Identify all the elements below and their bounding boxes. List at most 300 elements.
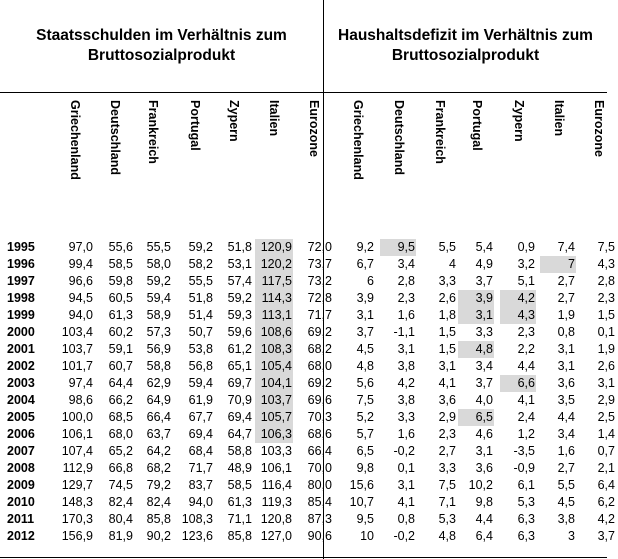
deficit-cell: 4,8	[438, 529, 456, 543]
deficit-cell: 10,7	[349, 495, 374, 509]
deficit-cell: 0,7	[597, 444, 615, 458]
deficit-cell: 5,2	[356, 410, 374, 424]
deficit-cell: -1,1	[393, 325, 415, 339]
debt-cell: 90,6	[307, 529, 332, 543]
deficit-cell: 3,7	[356, 325, 374, 339]
deficit-cell: 3,1	[458, 307, 494, 324]
debt-cell: 85,4	[307, 495, 332, 509]
debt-cell: 59,4	[146, 291, 171, 305]
debt-cell: 74,5	[108, 478, 133, 492]
deficit-cell: 3,1	[597, 376, 615, 390]
debt-cell: 103,7	[255, 392, 293, 409]
debt-cell: 58,9	[146, 308, 171, 322]
deficit-cell: 5,4	[475, 240, 493, 254]
deficit-title	[324, 0, 607, 92]
deficit-cell: 4,5	[356, 342, 374, 356]
debt-cell: 94,0	[188, 495, 213, 509]
debt-cell: 123,6	[181, 529, 213, 543]
debt-cell: 71,7	[188, 461, 213, 475]
debt-cell: 107,4	[61, 444, 93, 458]
debt-cell: 50,7	[188, 325, 213, 339]
deficit-cell: 2,6	[597, 359, 615, 373]
table-row	[0, 307, 615, 324]
deficit-cell: 2,6	[438, 291, 456, 305]
year-cell: 2000	[7, 325, 35, 339]
deficit-cell: 4,8	[356, 359, 374, 373]
debt-cell: 117,5	[255, 273, 293, 290]
year-cell: 1995	[7, 240, 35, 254]
deficit-cell: 9,5	[356, 512, 374, 526]
deficit-header-label: Frankreich	[433, 100, 447, 164]
debt-cell: 108,3	[255, 341, 293, 358]
deficit-cell: 1,2	[517, 427, 535, 441]
deficit-header-zypern	[500, 94, 538, 198]
debt-cell: 69,4	[188, 427, 213, 441]
deficit-cell: 6,5	[458, 409, 494, 426]
table-row	[0, 392, 615, 409]
deficit-cell: 7,5	[356, 393, 374, 407]
deficit-cell: 6,6	[500, 375, 536, 392]
deficit-cell: 3,4	[397, 257, 415, 271]
deficit-cell: 3,4	[475, 359, 493, 373]
deficit-cell: -0,9	[513, 461, 535, 475]
deficit-cell: 9,8	[356, 461, 374, 475]
table-row	[0, 324, 615, 341]
debt-cell: 61,3	[108, 308, 133, 322]
debt-cell: 68,0	[108, 427, 133, 441]
debt-cell: 82,4	[108, 495, 133, 509]
deficit-cell: 4,2	[597, 512, 615, 526]
table-row	[0, 443, 615, 460]
deficit-cell: 5,5	[438, 240, 456, 254]
debt-cell: 106,3	[255, 426, 293, 443]
debt-header-label: Italien	[267, 100, 281, 137]
deficit-header-label: Eurozone	[592, 100, 606, 157]
debt-cell: 59,8	[108, 274, 133, 288]
deficit-cell: 3,9	[356, 291, 374, 305]
debt-cell: 60,2	[108, 325, 133, 339]
deficit-cell: 3,9	[458, 290, 494, 307]
deficit-cell: 2,8	[397, 274, 415, 288]
deficit-cell: 5,7	[356, 427, 374, 441]
deficit-cell: 6,3	[517, 512, 535, 526]
deficit-cell: 0,9	[517, 240, 535, 254]
debt-cell: 58,5	[227, 478, 252, 492]
bottom-border	[0, 557, 607, 558]
debt-cell: 83,7	[188, 478, 213, 492]
debt-cell: 120,2	[255, 256, 293, 273]
deficit-cell: 3,5	[557, 393, 575, 407]
deficit-cell: 3,1	[475, 444, 493, 458]
deficit-cell: 2,5	[597, 410, 615, 424]
debt-cell: 66,4	[307, 444, 332, 458]
deficit-cell: 1,5	[438, 325, 456, 339]
deficit-cell: 5,3	[438, 512, 456, 526]
deficit-cell: 3,4	[557, 427, 575, 441]
deficit-title-line-2: Bruttosozialprodukt	[391, 47, 540, 64]
deficit-cell: 1,5	[597, 308, 615, 322]
deficit-header-portugal	[458, 94, 496, 198]
year-cell: 1997	[7, 274, 35, 288]
year-cell: 2003	[7, 376, 35, 390]
deficit-cell: -0,2	[393, 444, 415, 458]
debt-cell: 59,2	[227, 291, 252, 305]
debt-cell: 113,1	[255, 307, 293, 324]
deficit-cell: 7,4	[557, 240, 575, 254]
deficit-cell: 1,5	[438, 342, 456, 356]
table-row	[0, 528, 615, 545]
deficit-header-italien	[540, 94, 578, 198]
debt-cell: 70,9	[227, 393, 252, 407]
deficit-cell: 4	[449, 257, 456, 271]
debt-cell: 67,7	[188, 410, 213, 424]
debt-cell: 68,5	[108, 410, 133, 424]
debt-cell: 51,8	[227, 240, 252, 254]
deficit-cell: 5,6	[356, 376, 374, 390]
year-cell: 2006	[7, 427, 35, 441]
deficit-cell: 6,4	[597, 478, 615, 492]
debt-cell: 103,3	[260, 444, 292, 458]
deficit-cell: 3,7	[597, 529, 615, 543]
deficit-cell: -0,2	[393, 529, 415, 543]
debt-cell: 61,3	[227, 495, 252, 509]
table-row	[0, 426, 615, 443]
debt-cell: 66,8	[108, 461, 133, 475]
debt-cell: 103,4	[61, 325, 93, 339]
debt-cell: 65,2	[108, 444, 133, 458]
deficit-cell: 2,7	[557, 461, 575, 475]
deficit-cell: 0,8	[397, 512, 415, 526]
deficit-cell: 0,1	[597, 325, 615, 339]
table-row	[0, 358, 615, 375]
debt-cell: 80,4	[108, 512, 133, 526]
deficit-header-label: Griechenland	[351, 100, 365, 180]
debt-cell: 97,0	[68, 240, 93, 254]
debt-cell: 53,1	[227, 257, 252, 271]
deficit-cell: 7	[540, 256, 576, 273]
table-row	[0, 239, 615, 256]
deficit-cell: 7,5	[597, 240, 615, 254]
deficit-cell: 3,1	[397, 342, 415, 356]
deficit-cell: 1,8	[438, 308, 456, 322]
deficit-cell: -3,5	[513, 444, 535, 458]
deficit-cell: 4,3	[597, 257, 615, 271]
deficit-cell: 3,8	[397, 359, 415, 373]
deficit-cell: 1,4	[597, 427, 615, 441]
debt-cell: 64,9	[146, 393, 171, 407]
debt-cell: 68,2	[307, 342, 332, 356]
debt-cell: 79,2	[146, 478, 171, 492]
debt-cell: 105,4	[255, 358, 293, 375]
debt-cell: 58,8	[146, 359, 171, 373]
debt-cell: 57,4	[227, 274, 252, 288]
debt-cell: 64,2	[146, 444, 171, 458]
deficit-cell: 3,1	[356, 308, 374, 322]
debt-cell: 55,5	[188, 274, 213, 288]
deficit-cell: 4,5	[557, 495, 575, 509]
deficit-cell: 4,8	[458, 341, 494, 358]
debt-cell: 69,2	[307, 376, 332, 390]
deficit-cell: 2,3	[517, 325, 535, 339]
deficit-cell: 2,3	[397, 291, 415, 305]
debt-cell: 59,4	[188, 376, 213, 390]
debt-cell: 61,9	[188, 393, 213, 407]
table-row	[0, 273, 615, 290]
deficit-cell: 4,4	[517, 359, 535, 373]
deficit-cell: 3,3	[397, 410, 415, 424]
deficit-cell: 3,8	[557, 512, 575, 526]
year-cell: 1996	[7, 257, 35, 271]
debt-header-label: Eurozone	[307, 100, 321, 157]
table-row	[0, 511, 615, 528]
title-divider	[0, 92, 607, 93]
year-cell: 1999	[7, 308, 35, 322]
deficit-cell: 4,2	[397, 376, 415, 390]
table-row	[0, 290, 615, 307]
debt-header-label: Zypern	[227, 100, 241, 142]
deficit-cell: 6,1	[517, 478, 535, 492]
debt-cell: 114,3	[255, 290, 293, 307]
debt-cell: 68,0	[307, 359, 332, 373]
debt-cell: 81,9	[108, 529, 133, 543]
debt-cell: 85,8	[146, 512, 171, 526]
debt-cell: 62,9	[146, 376, 171, 390]
table-row	[0, 341, 615, 358]
deficit-cell: 2,9	[438, 410, 456, 424]
debt-cell: 69,2	[307, 325, 332, 339]
deficit-cell: 10	[360, 529, 374, 543]
debt-cell: 58,5	[108, 257, 133, 271]
debt-title-line-2: Bruttosozialprodukt	[87, 47, 236, 64]
deficit-header-eurozone	[580, 94, 618, 198]
deficit-cell: 5,3	[517, 495, 535, 509]
debt-cell: 170,3	[61, 512, 93, 526]
deficit-cell: 3,7	[475, 376, 493, 390]
deficit-cell: 5,1	[517, 274, 535, 288]
deficit-cell: 6,4	[475, 529, 493, 543]
debt-cell: 56,8	[188, 359, 213, 373]
deficit-cell: 3,7	[475, 274, 493, 288]
deficit-cell: 2,7	[557, 274, 575, 288]
year-cell: 1998	[7, 291, 35, 305]
debt-cell: 59,3	[227, 308, 252, 322]
deficit-cell: 2,3	[438, 427, 456, 441]
deficit-cell: 3,6	[557, 376, 575, 390]
debt-cell: 80,0	[307, 478, 332, 492]
deficit-cell: 9,5	[380, 239, 416, 256]
debt-cell: 71,1	[227, 512, 252, 526]
debt-cell: 108,6	[255, 324, 293, 341]
year-cell: 2010	[7, 495, 35, 509]
debt-cell: 108,3	[181, 512, 213, 526]
deficit-cell: 7,5	[438, 478, 456, 492]
debt-header-label: Frankreich	[146, 100, 160, 164]
debt-cell: 73,2	[307, 274, 332, 288]
year-cell: 2001	[7, 342, 35, 356]
debt-cell: 51,4	[188, 308, 213, 322]
debt-header-griechenland	[56, 94, 94, 198]
deficit-cell: 3,1	[397, 478, 415, 492]
table-row	[0, 477, 615, 494]
debt-cell: 69,6	[307, 393, 332, 407]
deficit-cell: 4,1	[438, 376, 456, 390]
debt-header-italien	[255, 94, 293, 198]
year-cell: 2004	[7, 393, 35, 407]
deficit-header-label: Zypern	[512, 100, 526, 142]
deficit-cell: 3	[568, 529, 575, 543]
debt-header-label: Portugal	[188, 100, 202, 151]
debt-header-deutschland	[96, 94, 134, 198]
deficit-cell: 1,6	[397, 308, 415, 322]
deficit-header-griechenland	[339, 94, 377, 198]
debt-header-frankreich	[134, 94, 172, 198]
deficit-cell: 9,8	[475, 495, 493, 509]
deficit-cell: 3,3	[438, 461, 456, 475]
deficit-cell: 3,1	[438, 359, 456, 373]
debt-cell: 51,8	[188, 291, 213, 305]
deficit-cell: 4,6	[475, 427, 493, 441]
deficit-cell: 2,1	[597, 461, 615, 475]
debt-cell: 120,9	[255, 239, 293, 256]
deficit-cell: 4,2	[500, 290, 536, 307]
deficit-cell: 10,2	[468, 478, 493, 492]
debt-header-label: Griechenland	[68, 100, 82, 180]
debt-cell: 72,8	[307, 291, 332, 305]
debt-cell: 97,4	[68, 376, 93, 390]
debt-cell: 71,7	[307, 308, 332, 322]
year-cell: 2002	[7, 359, 35, 373]
deficit-cell: 4,4	[475, 512, 493, 526]
debt-cell: 64,7	[227, 427, 252, 441]
deficit-cell: 2,7	[557, 291, 575, 305]
debt-cell: 65,1	[227, 359, 252, 373]
deficit-cell: 1,9	[557, 308, 575, 322]
debt-cell: 55,5	[146, 240, 171, 254]
debt-cell: 69,7	[227, 376, 252, 390]
deficit-cell: 4,3	[500, 307, 536, 324]
deficit-cell: 3,1	[557, 342, 575, 356]
deficit-cell: 3,3	[438, 274, 456, 288]
debt-cell: 59,1	[108, 342, 133, 356]
debt-cell: 87,3	[307, 512, 332, 526]
table-row	[0, 256, 615, 273]
deficit-cell: 6	[367, 274, 374, 288]
debt-cell: 58,0	[146, 257, 171, 271]
debt-header-eurozone	[295, 94, 333, 198]
debt-cell: 68,2	[146, 461, 171, 475]
deficit-cell: 4,0	[475, 393, 493, 407]
deficit-cell: 2,9	[597, 393, 615, 407]
deficit-header-label: Portugal	[470, 100, 484, 151]
year-cell: 2011	[7, 512, 35, 526]
debt-cell: 94,5	[68, 291, 93, 305]
deficit-cell: 3,6	[475, 461, 493, 475]
deficit-cell: 3,8	[397, 393, 415, 407]
debt-cell: 66,2	[108, 393, 133, 407]
year-cell: 2007	[7, 444, 35, 458]
debt-cell: 60,7	[108, 359, 133, 373]
table-row	[0, 375, 615, 392]
deficit-cell: 4,1	[397, 495, 415, 509]
deficit-cell: 2,3	[597, 291, 615, 305]
debt-cell: 104,1	[255, 375, 293, 392]
deficit-cell: 3,6	[438, 393, 456, 407]
debt-cell: 105,7	[255, 409, 293, 426]
year-cell: 2012	[7, 529, 35, 543]
debt-cell: 112,9	[62, 461, 93, 475]
debt-cell: 85,8	[227, 529, 252, 543]
deficit-cell: 6,3	[517, 529, 535, 543]
deficit-cell: 3,2	[517, 257, 535, 271]
debt-cell: 58,2	[188, 257, 213, 271]
debt-cell: 69,4	[227, 410, 252, 424]
debt-cell: 59,6	[227, 325, 252, 339]
deficit-cell: 0,8	[557, 325, 575, 339]
debt-cell: 106,1	[61, 427, 93, 441]
debt-cell: 57,3	[146, 325, 171, 339]
debt-cell: 68,4	[188, 444, 213, 458]
debt-cell: 56,9	[146, 342, 171, 356]
debt-cell: 73,7	[307, 257, 332, 271]
deficit-cell: 1,9	[597, 342, 615, 356]
deficit-header-label: Deutschland	[392, 100, 406, 176]
debt-cell: 64,4	[108, 376, 133, 390]
deficit-cell: 15,6	[349, 478, 374, 492]
deficit-cell: 1,6	[557, 444, 575, 458]
year-cell: 2005	[7, 410, 35, 424]
deficit-cell: 2,4	[517, 410, 535, 424]
debt-cell: 116,4	[261, 478, 292, 492]
debt-cell: 99,4	[68, 257, 93, 271]
table-row	[0, 409, 615, 426]
debt-cell: 129,7	[61, 478, 93, 492]
debt-cell: 55,6	[108, 240, 133, 254]
debt-cell: 98,6	[68, 393, 93, 407]
debt-cell: 156,9	[61, 529, 93, 543]
deficit-cell: 7,1	[438, 495, 456, 509]
debt-cell: 59,2	[188, 240, 213, 254]
debt-header-label: Deutschland	[108, 100, 122, 176]
debt-cell: 90,2	[146, 529, 171, 543]
deficit-header-label: Italien	[552, 100, 566, 137]
debt-cell: 70,3	[307, 410, 332, 424]
debt-cell: 68,6	[307, 427, 332, 441]
debt-cell: 120,8	[260, 512, 292, 526]
deficit-header-frankreich	[421, 94, 459, 198]
debt-cell: 94,0	[68, 308, 93, 322]
deficit-cell: 0,1	[397, 461, 415, 475]
deficit-header-deutschland	[380, 94, 418, 198]
debt-title	[0, 0, 323, 92]
year-cell: 2009	[7, 478, 35, 492]
deficit-cell: 6,2	[597, 495, 615, 509]
debt-cell: 66,4	[146, 410, 171, 424]
deficit-cell: 6,7	[356, 257, 374, 271]
deficit-cell: 9,2	[356, 240, 374, 254]
debt-cell: 119,3	[261, 495, 292, 509]
debt-cell: 103,7	[61, 342, 93, 356]
debt-cell: 58,8	[227, 444, 252, 458]
table-row	[0, 494, 615, 511]
deficit-title-line-1: Haushaltsdefizit im Verhältnis zum	[338, 27, 593, 44]
deficit-cell: 5,5	[557, 478, 575, 492]
debt-cell: 63,7	[146, 427, 171, 441]
debt-cell: 61,2	[227, 342, 252, 356]
debt-cell: 70,0	[307, 461, 332, 475]
debt-cell: 48,9	[227, 461, 252, 475]
debt-cell: 53,8	[188, 342, 213, 356]
debt-cell: 82,4	[146, 495, 171, 509]
